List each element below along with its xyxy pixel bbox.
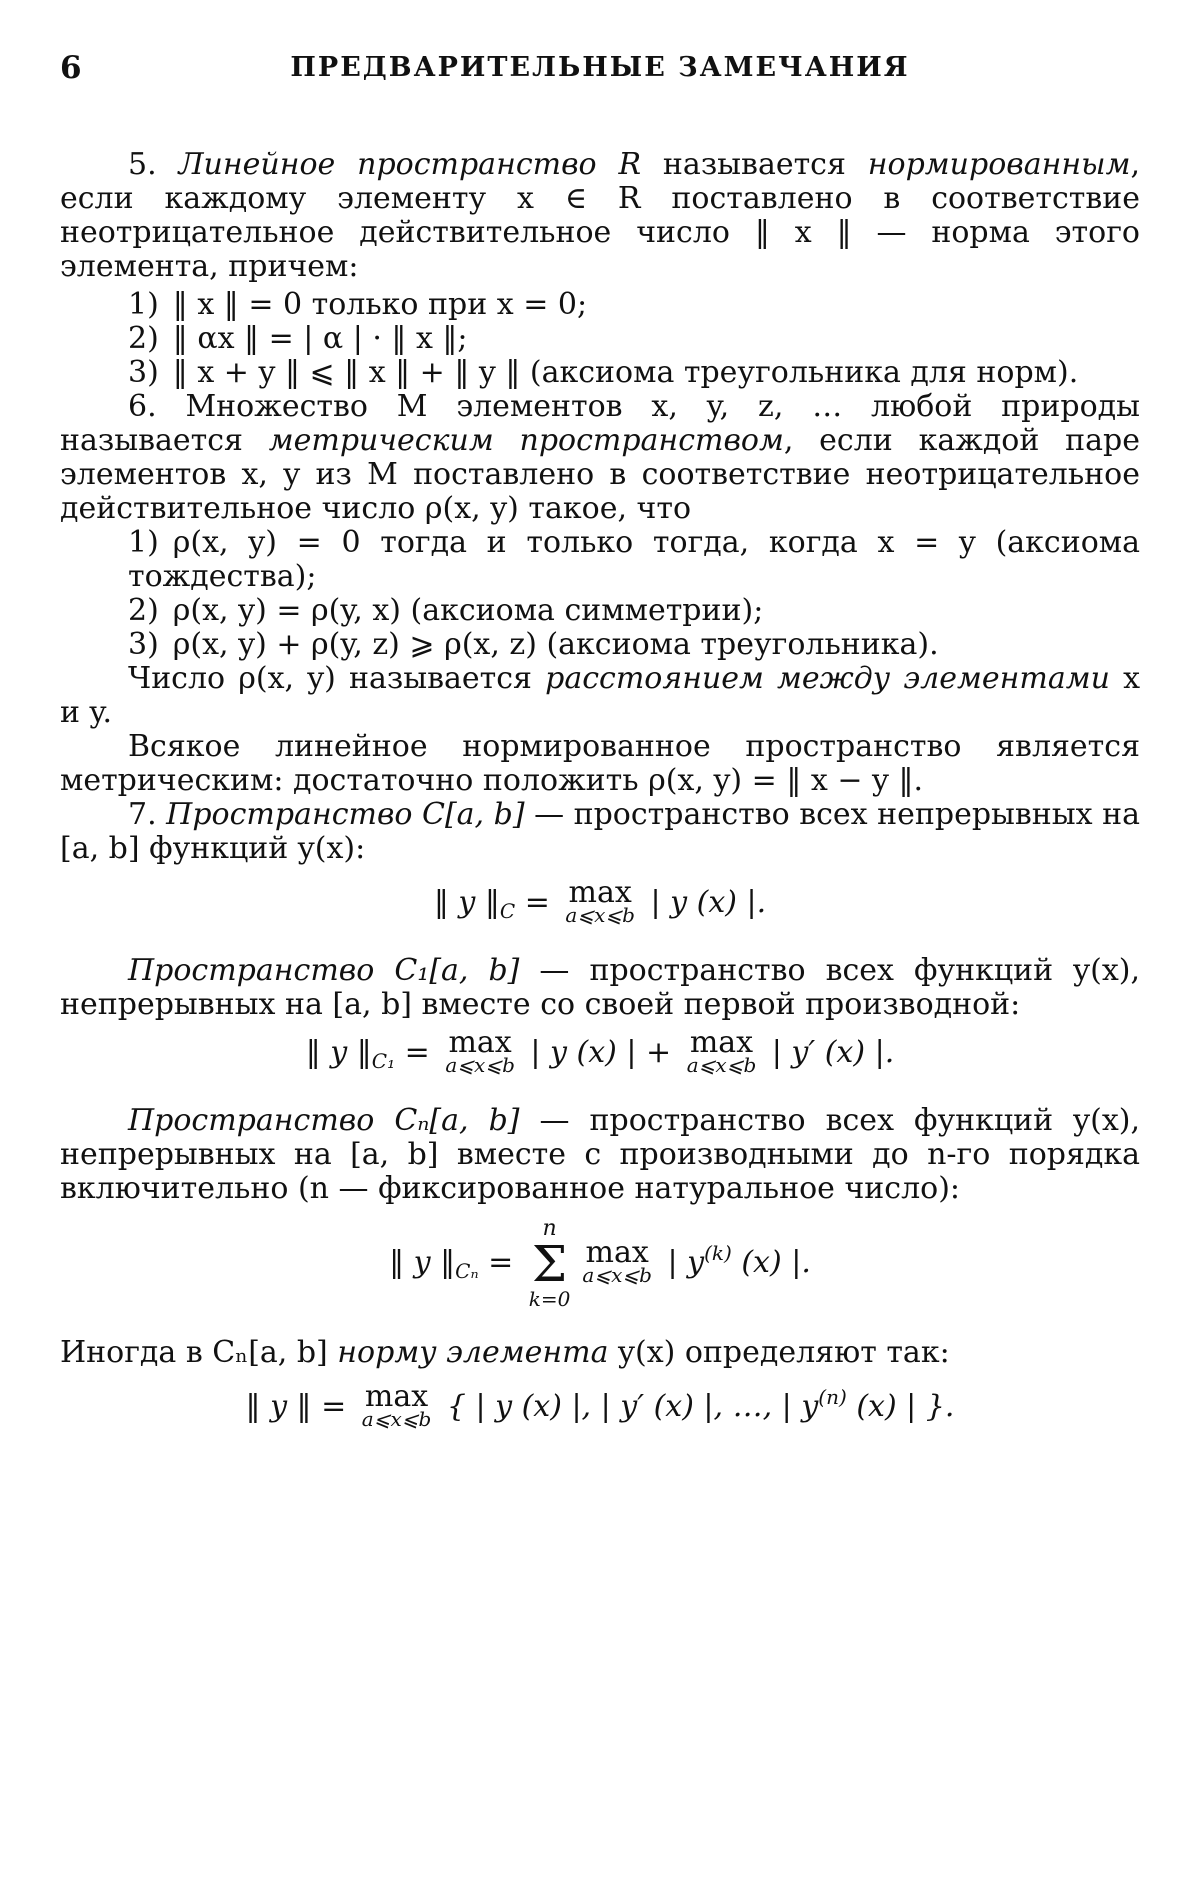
paragraph-linear-metric: Всякое линейное нормированное пространство является метрическим: достаточно положить ρ(x, y) = ‖ x − y ‖. bbox=[60, 729, 1140, 798]
term-element-norm: норму элемента bbox=[337, 1335, 609, 1370]
norm-axiom-2: 2) ‖ αx ‖ = | α | · ‖ x ‖; bbox=[128, 321, 468, 356]
term-space-cn: Пространство Cₙ[a, b] bbox=[128, 1103, 520, 1138]
sum-operator: n Σ k=0 bbox=[528, 1216, 571, 1311]
term-space-c1: Пространство C₁[a, b] bbox=[128, 953, 520, 988]
norm-axioms-list bbox=[60, 288, 1140, 390]
equation-norm-c1: ‖ y $‖_{C_1}$ = max a⩽x⩽b | y (x) | + max a⩽x⩽b | y′ (x) |. bbox=[305, 1025, 895, 1077]
term-space-c: Пространство C[a, b] bbox=[166, 797, 525, 832]
book-page bbox=[60, 46, 1140, 96]
paragraph-7: 7. Пространство C[a, b] — пространство всех непрерывных на [a, b] функций y(x): bbox=[60, 797, 1141, 866]
term-metric-space: метрическим пространством bbox=[268, 423, 784, 458]
page-body bbox=[60, 148, 1140, 1430]
norm-axiom-3: 3) ‖ x + y ‖ ⩽ ‖ x ‖ + ‖ y ‖ (аксиома треугольника для норм). bbox=[128, 355, 1079, 390]
equation-norm-cn: ‖ y $‖_{C_n}$ = n Σ k=0 max a⩽x⩽b | $y^{(k)}$ (x) |. bbox=[389, 1216, 811, 1311]
norm-axiom-1: 1) ‖ x ‖ = 0 только при x = 0; bbox=[128, 287, 588, 322]
paragraph-6: 6. Множество M элементов x, y, z, … любой природы называется метрическим пространством, если каждой паре элементов x, y из M поставлено в соответствие неотрицательное действительное число ρ(x, y) такое, что bbox=[60, 389, 1140, 526]
p5-text: называется bbox=[641, 147, 868, 182]
metric-axiom-1: 1) ρ(x, y) = 0 тогда и только тогда, когда x = y (аксиома тождества); bbox=[128, 525, 1140, 594]
paragraph-5 bbox=[60, 148, 1140, 284]
paragraph-alternative-norm: Иногда в Cₙ[a, b] норму элемента y(x) определяют так: bbox=[60, 1335, 950, 1370]
paragraph-c1: Пространство C₁[a, b] — пространство всех функций y(x), непрерывных на [a, b] вместе со своей первой производной: bbox=[60, 953, 1140, 1022]
equation-norm-c: ‖ y $‖_C$ = max a⩽x⩽b | y (x) |. bbox=[433, 875, 767, 927]
metric-axiom-3: 3) ρ(x, y) + ρ(y, z) ⩾ ρ(x, z) (аксиома треугольника). bbox=[128, 627, 939, 662]
term-normed: нормированным bbox=[867, 147, 1131, 182]
paragraph-distance: Число ρ(x, y) называется расстоянием между элементами x и y. bbox=[60, 661, 1140, 730]
running-title: ПРЕДВАРИТЕЛЬНЫЕ ЗАМЕЧАНИЯ bbox=[290, 52, 910, 83]
paragraph-cn: Пространство Cₙ[a, b] — пространство всех функций y(x), непрерывных на [a, b] вместе с производными до n-го порядка включительно (n — фиксированное натуральное число): bbox=[60, 1103, 1140, 1206]
term-normed-linear-space: Линейное пространство R bbox=[178, 147, 642, 182]
page-number: 6 bbox=[60, 50, 82, 86]
equation-alternative-norm: ‖ y ‖ = max a⩽x⩽b { | y (x) |, | y′ (x) |, …, | $y^{(n)}$ (x) | }. bbox=[245, 1379, 955, 1431]
page-header bbox=[60, 46, 1140, 96]
term-distance: расстоянием между элементами bbox=[545, 661, 1110, 696]
p5-number: 5. bbox=[128, 147, 179, 182]
metric-axiom-2: 2) ρ(x, y) = ρ(y, x) (аксиома симметрии); bbox=[128, 593, 764, 628]
p5-text-rest: , если каждому элементу x ∈ R поставлено в соответствие неотрицательное действительное число ‖ x ‖ — норма этого элемента, причем: bbox=[60, 147, 1140, 284]
metric-axioms-list bbox=[60, 526, 1140, 662]
